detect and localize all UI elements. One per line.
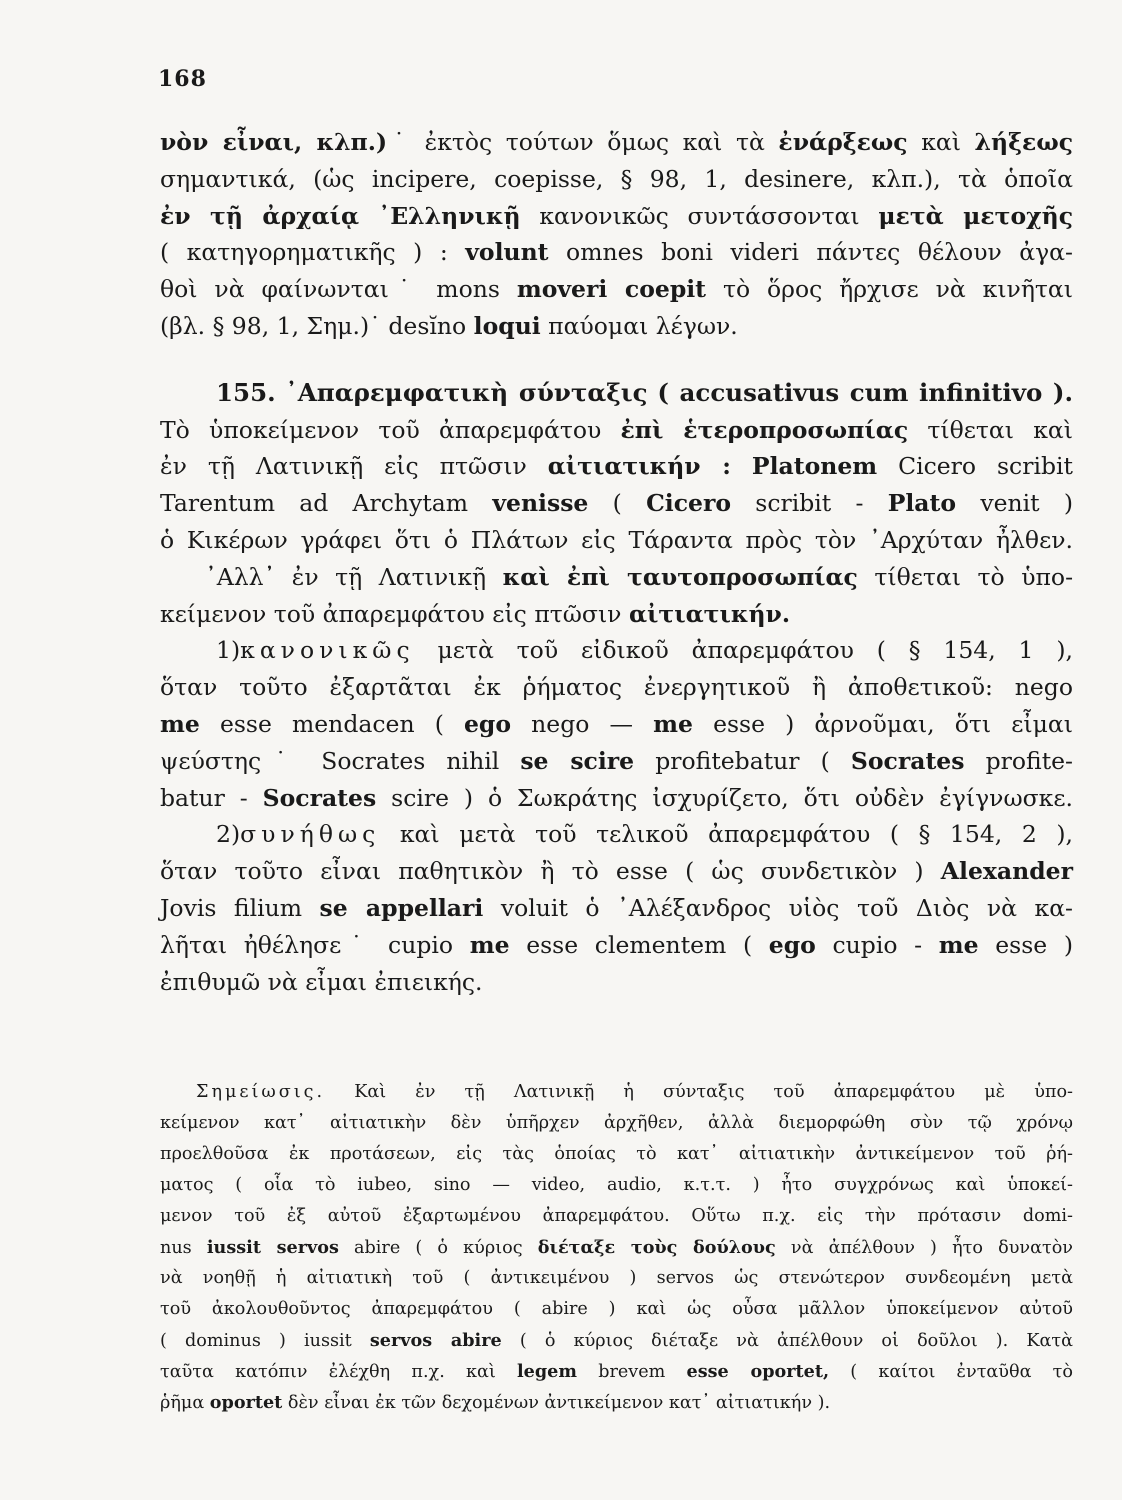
text-line: κείμενον τοῦ ἀπαρεμφάτου εἰς πτῶσιν αἰτιατικήν. [160, 599, 791, 628]
note-line: ( dominus ) iussit servos abire ( ὁ κύριος διέταξε νὰ ἀπέλθουν οἱ δοῦλοι ). Κατὰ [160, 1330, 1073, 1351]
rule-1-line: 1)κανονικῶς μετὰ τοῦ εἰδικοῦ ἀπαρεμφάτου ( § 154, 1 ), [216, 636, 1073, 665]
note-line: προελθοῦσα ἐκ προτάσεων, εἰς τὰς ὁποίας τὸ κατ᾿ αἰτιατικὴν ἀντικείμενον τοῦ ῥή- [160, 1144, 1073, 1164]
note-line: τοῦ ἀκολουθοῦντος ἀπαρεμφάτου ( abire ) καὶ ὡς οὖσα μᾶλλον ὑποκείμενον αὐτοῦ [160, 1299, 1073, 1319]
text-line: νὸν εἶναι, κλπ.)˙ ἐκτὸς τούτων ὅμως καὶ τὰ ἐνάρξεως καὶ λήξεως [160, 128, 1073, 156]
text-line: me esse mendacen ( ego nego — me esse ) ἀρνοῦμαι, ὅτι εἶμαι [160, 709, 1073, 738]
text-line: λῆται ἠθέλησε˙ cupio me esse clementem ( ego cupio - me esse ) [160, 930, 1073, 959]
page-number: 168 [158, 66, 207, 92]
note-line: Σημείωσις. Καὶ ἐν τῇ Λατινικῇ ἡ σύνταξις τοῦ ἀπαρεμφάτου μὲ ὑπο- [196, 1082, 1073, 1102]
text-line: Τὸ ὑποκείμενον τοῦ ἀπαρεμφάτου ἐπὶ ἑτεροπροσωπίας τίθεται καὶ [160, 415, 1073, 444]
text-line: ἐπιθυμῶ νὰ εἶμαι ἐπιεικής. [160, 967, 483, 996]
note-line: ῥῆμα oportet δὲν εἶναι ἐκ τῶν δεχομένων ἀντικείμενον κατ᾿ αἰτιατικήν ). [160, 1392, 831, 1413]
text-line: ὁ Κικέρων γράφει ὅτι ὁ Πλάτων εἰς Τάραντα πρὸς τὸν ᾿Αρχύταν ἦλθεν. [160, 525, 1073, 554]
note-block [160, 1077, 1073, 1418]
text-line: ᾿Αλλ᾿ ἐν τῇ Λατινικῇ καὶ ἐπὶ ταυτοπροσωπίας τίθεται τὸ ὑπο- [205, 562, 1074, 591]
note-label: Σημείωσις. [196, 1082, 326, 1102]
text-line: ( κατηγορηματικῆς ) : volunt omnes boni videri πάντες θέλουν ἀγα- [160, 238, 1073, 267]
text-line: Jovis filium se appellari voluit ὁ ᾿Αλέξανδρος υἱὸς τοῦ Διὸς νὰ κα- [160, 893, 1074, 922]
text-line: ἐν τῇ Λατινικῇ εἰς πτῶσιν αἰτιατικήν : Platonem Cicero scribit [160, 452, 1073, 481]
note-line: νὰ νοηθῇ ἡ αἰτιατικὴ τοῦ ( ἀντικειμένου ) servos ὡς στενώτερον συνδεομένη μετὰ [160, 1268, 1073, 1288]
rule-2-line: 2)συνήθως καὶ μετὰ τοῦ τελικοῦ ἀπαρεμφάτου ( § 154, 2 ), [216, 820, 1073, 849]
text-line: ὅταν τοῦτο εἶναι παθητικὸν ἢ τὸ esse ( ὡς συνδετικὸν ) Alexander [160, 857, 1073, 886]
note-line: μενον τοῦ ἐξ αὐτοῦ ἐξαρτωμένου ἀπαρεμφάτου. Οὕτω π.χ. εἰς τὴν πρότασιν domi- [160, 1206, 1073, 1226]
section-heading [160, 375, 1073, 412]
note-line: ταῦτα κατόπιν ἐλέχθη π.χ. καὶ legem brevem esse oportet, ( καίτοι ἐνταῦθα τὸ [160, 1361, 1073, 1382]
text-line: (βλ. § 98, 1, Σημ.)˙ desĭno loqui παύομαι λέγων. [160, 311, 738, 340]
text-line: batur - Socrates scire ) ὁ Σωκράτης ἰσχυρίζετο, ὅτι οὐδὲν ἐγίγνωσκε. [160, 783, 1073, 812]
note-line: nus iussit servos abire ( ὁ κύριος διέταξε τοὺς δούλους νὰ ἀπέλθουν ) ἦτο δυνατὸν [160, 1237, 1073, 1258]
main-text [160, 124, 1073, 1000]
text-line: ψεύστης˙ Socrates nihil se scire profitebatur ( Socrates profite- [160, 746, 1073, 775]
text-line: ἐν τῇ ἀρχαίᾳ ᾿Ελληνικῇ κανονικῶς συντάσσονται μετὰ μετοχῆς [160, 201, 1073, 230]
text-line: ὅταν τοῦτο ἐξαρτᾶται ἐκ ῥήματος ἐνεργητικοῦ ἢ ἀποθετικοῦ: nego [160, 673, 1073, 702]
note-line: κείμενον κατ᾿ αἰτιατικὴν δὲν ὑπῆρχεν ἀρχῆθεν, ἀλλὰ διεμορφώθη σὺν τῷ χρόνῳ [160, 1113, 1073, 1133]
section-latin-title: ( accusativus cum infinitivo ). [657, 377, 1074, 407]
text-line: Tarentum ad Archytam venisse ( Cicero scribit - Plato venit ) [160, 489, 1074, 518]
text-line: θοὶ νὰ φαίνωνται˙ mons moveri coepit τὸ ὅρος ἤρχισε νὰ κινῆται [160, 275, 1074, 304]
text-line: σημαντικά, (ὡς incipere, coepisse, § 98, 1, desinere, κλπ.), τὰ ὁποῖα [160, 164, 1073, 193]
section-number: 155. [216, 377, 276, 407]
note-line: ματος ( οἷα τὸ iubeo, sino — video, audio, κ.τ.τ. ) ἦτο συγχρόνως καὶ ὑποκεί- [160, 1175, 1073, 1195]
section-title: ᾿Απαρεμφατικὴ σύνταξις [285, 377, 648, 407]
